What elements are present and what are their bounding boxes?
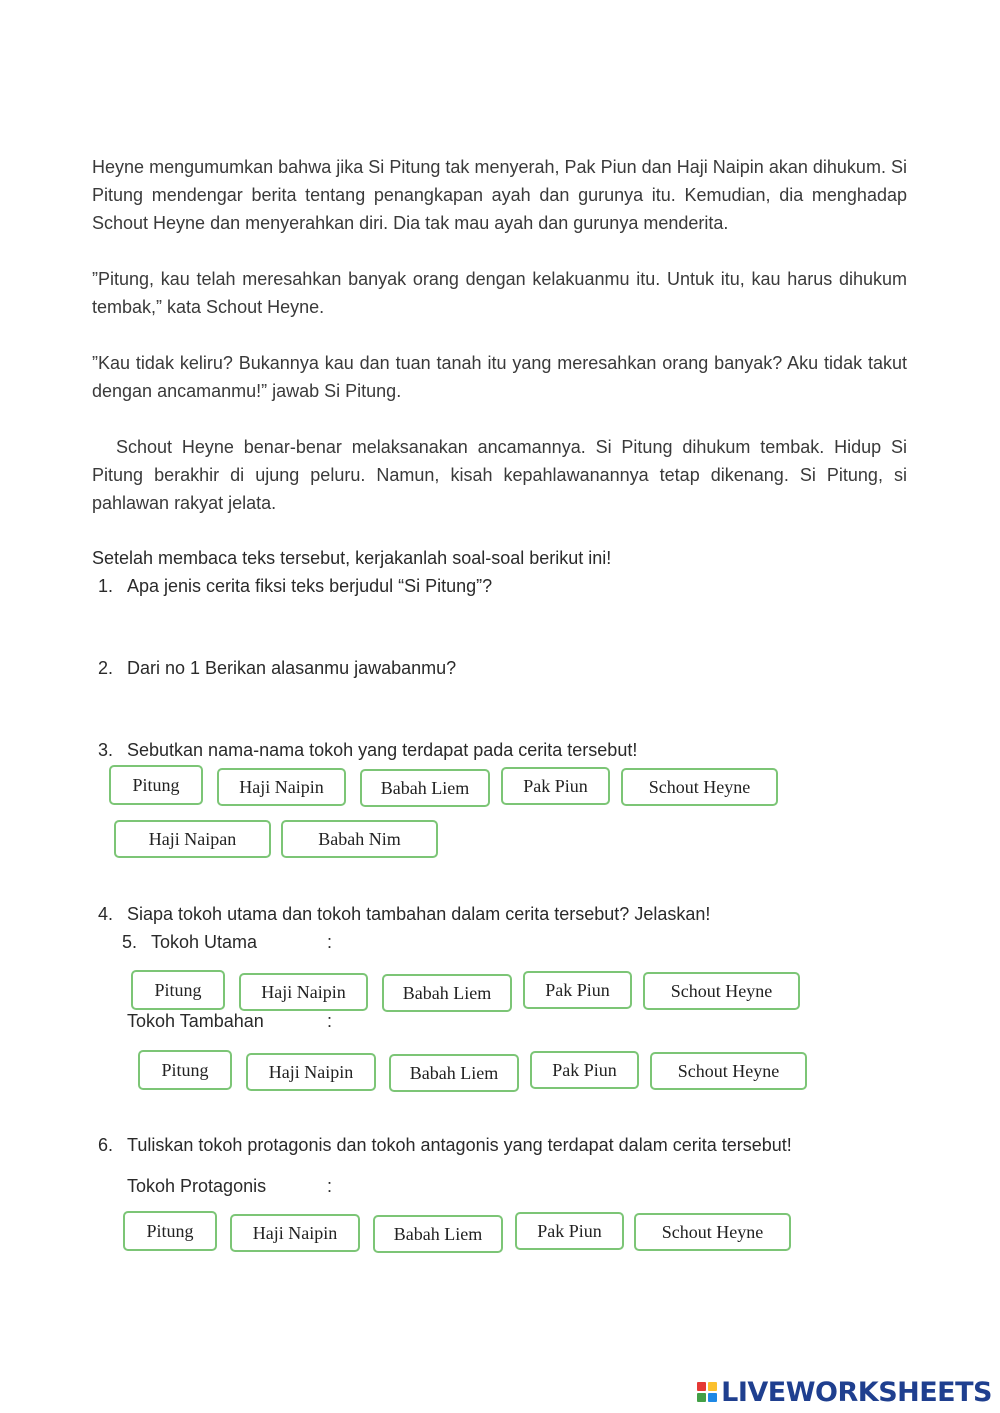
question-text: Sebutkan nama-nama tokoh yang terdapat pada cerita tersebut! bbox=[127, 740, 638, 760]
question-text: Siapa tokoh utama dan tokoh tambahan dalam cerita tersebut? Jelaskan! bbox=[127, 904, 711, 924]
story-paragraph: Schout Heyne benar-benar melaksanakan ancamannya. Si Pitung dihukum tembak. Hidup Si Pitung berakhir di ujung peluru. Namun, kisah kepahlawanannya tetap dikenang. Si Pitung, si pahlawan rakyat jelata. bbox=[92, 437, 907, 513]
field-label: Tokoh Tambahan bbox=[127, 1011, 264, 1031]
answer-chip[interactable]: Babah Liem bbox=[382, 974, 512, 1012]
answer-chip[interactable]: Schout Heyne bbox=[650, 1052, 807, 1090]
question-number: 2. bbox=[98, 658, 114, 678]
logo-square bbox=[708, 1393, 717, 1402]
field-label: Tokoh Protagonis bbox=[127, 1176, 267, 1196]
answer-chip[interactable]: Haji Naipan bbox=[114, 820, 271, 858]
answer-chip[interactable]: Pak Piun bbox=[501, 767, 610, 805]
field-colon: : bbox=[327, 932, 333, 952]
answer-chip[interactable]: Haji Naipin bbox=[246, 1053, 376, 1091]
question-number: 3. bbox=[98, 740, 114, 760]
answer-chip[interactable]: Babah Nim bbox=[281, 820, 438, 858]
answer-chip[interactable]: Pitung bbox=[109, 765, 203, 805]
answer-chip[interactable]: Haji Naipin bbox=[230, 1214, 360, 1252]
answer-chip[interactable]: Pak Piun bbox=[530, 1051, 639, 1089]
field-label: Tokoh Utama bbox=[151, 932, 258, 952]
story-paragraph: ”Kau tidak keliru? Bukannya kau dan tuan tanah itu yang meresahkan orang banyak? Aku tidak takut dengan ancamanmu!” jawab Si Pitung. bbox=[92, 353, 907, 401]
answer-chip[interactable]: Pitung bbox=[123, 1211, 217, 1251]
question-text: Apa jenis cerita fiksi teks berjudul “Si Pitung”? bbox=[127, 576, 493, 596]
answer-chip[interactable]: Babah Liem bbox=[360, 769, 490, 807]
logo-square bbox=[697, 1393, 706, 1402]
question-text: Tuliskan tokoh protagonis dan tokoh antagonis yang terdapat dalam cerita tersebut! bbox=[127, 1135, 792, 1155]
answer-chip[interactable]: Pitung bbox=[138, 1050, 232, 1090]
answer-chip[interactable]: Babah Liem bbox=[373, 1215, 503, 1253]
story-paragraph: ”Pitung, kau telah meresahkan banyak orang dengan kelakuanmu itu. Untuk itu, kau harus dihukum tembak,” kata Schout Heyne. bbox=[92, 269, 907, 317]
answer-chip[interactable]: Babah Liem bbox=[389, 1054, 519, 1092]
question-text: Dari no 1 Berikan alasanmu jawabanmu? bbox=[127, 658, 457, 678]
answer-chip[interactable]: Schout Heyne bbox=[634, 1213, 791, 1251]
question-number: 1. bbox=[98, 576, 114, 596]
question-number: 6. bbox=[98, 1135, 114, 1155]
answer-chip[interactable]: Pak Piun bbox=[515, 1212, 624, 1250]
answer-chip[interactable]: Schout Heyne bbox=[621, 768, 778, 806]
answer-chip[interactable]: Pitung bbox=[131, 970, 225, 1010]
liveworksheets-logo bbox=[697, 1377, 992, 1407]
logo-squares-icon bbox=[697, 1382, 717, 1402]
logo-text: LIVEWORKSHEETS bbox=[721, 1376, 992, 1408]
answer-chip[interactable]: Pak Piun bbox=[523, 971, 632, 1009]
story-paragraph: Heyne mengumumkan bahwa jika Si Pitung tak menyerah, Pak Piun dan Haji Naipin akan dihukum. Si Pitung mendengar berita tentang penangkapan ayah dan gurunya itu. Kemudian, dia menghadap Schout Heyne dan menyerahkan diri. Dia tak mau ayah dan gurunya menderita. bbox=[92, 157, 907, 233]
question-number: 5. bbox=[122, 932, 138, 952]
question-number: 4. bbox=[98, 904, 114, 924]
answer-chip[interactable]: Haji Naipin bbox=[217, 768, 346, 806]
logo-square bbox=[697, 1382, 706, 1391]
answer-chip[interactable]: Schout Heyne bbox=[643, 972, 800, 1010]
field-colon: : bbox=[327, 1011, 333, 1031]
answer-chip[interactable]: Haji Naipin bbox=[239, 973, 368, 1011]
instruction-text: Setelah membaca teks tersebut, kerjakanlah soal-soal berikut ini! bbox=[92, 548, 612, 568]
logo-square bbox=[708, 1382, 717, 1391]
field-colon: : bbox=[327, 1176, 333, 1196]
